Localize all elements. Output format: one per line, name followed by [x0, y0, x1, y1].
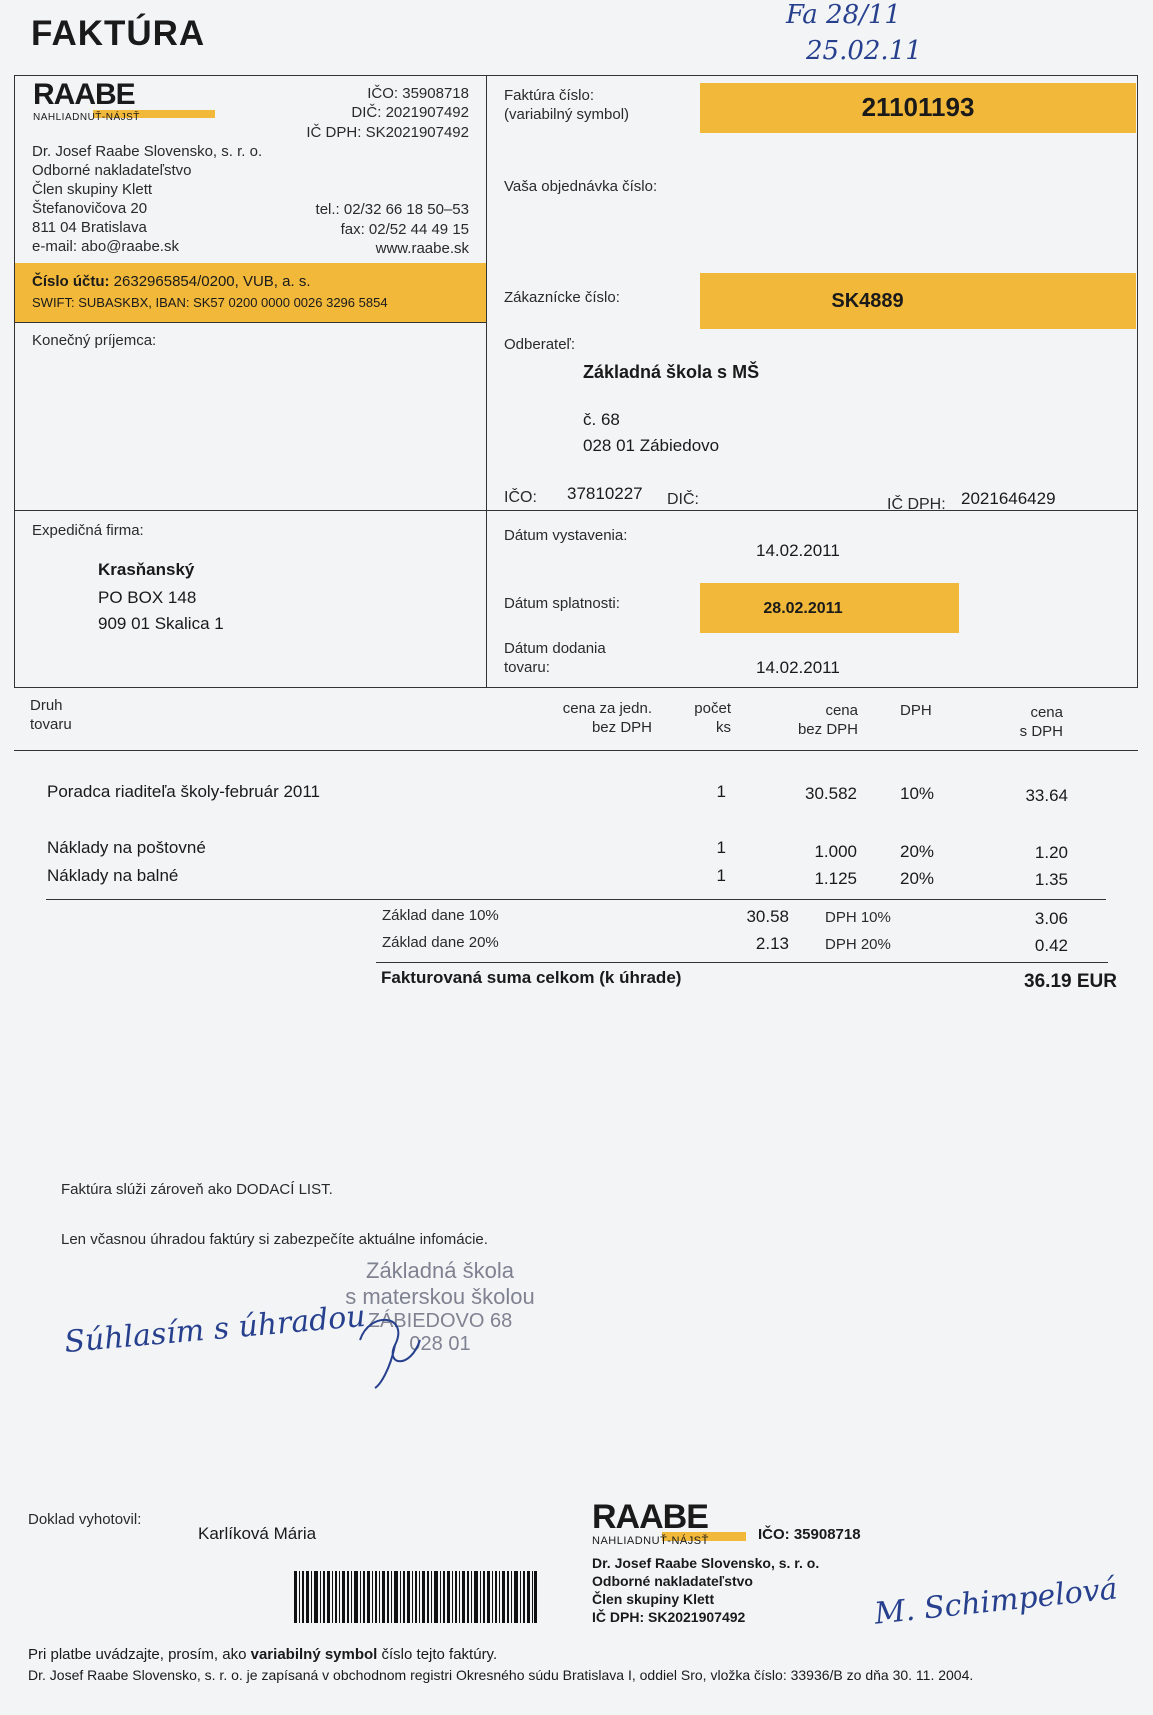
- supplier-line2: Odborné nakladateľstvo: [32, 162, 192, 179]
- buyer-icdph-label: IČ DPH:: [887, 496, 946, 513]
- row-vat: 20%: [900, 869, 935, 888]
- row-item-name: Náklady na poštovné: [47, 838, 206, 857]
- bank-swift: SWIFT: SUBASKBX, IBAN: SK57 0200 0000 0026 3296 5854: [32, 295, 388, 310]
- invoice-number-label-sub: (variabilný symbol): [504, 106, 630, 123]
- frame-middle: [486, 75, 487, 687]
- table-header-divider: [14, 750, 1138, 751]
- due-date: 28.02.2011: [763, 600, 843, 617]
- divider-row-2: [14, 510, 1138, 511]
- handwritten-date: 25.02.11: [806, 36, 922, 66]
- frame-left: [14, 75, 15, 687]
- tax-base-10-label: Základ dane 10%: [382, 907, 499, 924]
- supplier-city: 811 04 Bratislava: [32, 219, 147, 236]
- handwritten-invoice-ref: Fa 28/11: [786, 0, 901, 30]
- col-unit-price-header-sub: bez DPH: [591, 719, 652, 736]
- stamp-line-1: Základná škola: [366, 1258, 514, 1283]
- total-amount: 36.19 EUR: [1024, 971, 1117, 992]
- row-vat: 20%: [900, 842, 935, 861]
- buyer-name: Základná škola s MŠ: [583, 362, 760, 382]
- footer-payment-instruction: [28, 1646, 497, 1663]
- col-item-header: Druh: [30, 697, 63, 714]
- issue-date-label: Dátum vystavenia:: [504, 527, 628, 544]
- totals-line: [376, 962, 1108, 963]
- footer-line1-pre: Pri platbe uvádzajte, prosím, ako: [28, 1646, 247, 1663]
- total-label: Fakturovaná suma celkom (k úhrade): [381, 968, 682, 987]
- col-qty-header: počet: [694, 700, 731, 717]
- shipping-line3: 909 01 Skalica 1: [98, 614, 224, 633]
- bank-bar: [15, 263, 486, 322]
- supplier-email: e-mail: abo@raabe.sk: [32, 238, 179, 255]
- due-date-label: Dátum splatnosti:: [504, 595, 620, 612]
- col-net-header: cena: [825, 702, 858, 719]
- handwritten-initials: [350, 1300, 440, 1390]
- buyer-ico-label: IČO:: [504, 489, 537, 506]
- table-row: [0, 866, 1153, 890]
- row-vat: 10%: [900, 784, 935, 803]
- stamp-line-2: s materskou školou: [345, 1284, 535, 1309]
- row-qty: 1: [716, 866, 726, 885]
- buyer-street: č. 68: [583, 410, 620, 429]
- supplier-dic: DIČ: 2021907492: [351, 104, 469, 121]
- row-net: 30.582: [805, 784, 857, 803]
- buyer-label: Odberateľ:: [504, 336, 576, 353]
- supplier-tel: tel.: 02/32 66 18 50–53: [315, 201, 469, 218]
- vat-20-label: DPH 20%: [825, 936, 891, 953]
- shipping-line2: PO BOX 148: [98, 588, 197, 607]
- footer-registry: Dr. Josef Raabe Slovensko, s. r. o. je zapísaná v obchodnom registri Okresného súdu Bratislava I, oddiel Sro, vložka číslo: 33936/B zo dňa 30. 11. 2004.: [28, 1667, 974, 1683]
- supplier-icdph: IČ DPH: SK2021907492: [306, 124, 469, 141]
- payment-note: Len včasnou úhradou faktúry si zabezpečíte aktuálne infomácie.: [61, 1231, 488, 1248]
- issued-by-name: Karlíková Mária: [198, 1524, 317, 1543]
- vat-10-label: DPH 10%: [825, 909, 891, 926]
- footer-logo-tagline: NAHLIADNUŤ-NÁJSŤ: [592, 1535, 709, 1547]
- frame-right: [1137, 75, 1138, 687]
- footer-line1-bold: variabilný symbol: [250, 1646, 378, 1663]
- buyer-ico: 37810227: [567, 484, 643, 503]
- stamp-line-4: 028 01: [409, 1333, 471, 1355]
- col-gross-header: cena: [1030, 704, 1063, 721]
- handwritten-signature: M. Schimpelová: [872, 1571, 1120, 1632]
- raabe-logo: [33, 78, 183, 123]
- tax-base-20-label: Základ dane 20%: [382, 934, 499, 951]
- row-net: 1.000: [814, 842, 857, 861]
- supplier-fax: fax: 02/52 44 49 15: [340, 221, 469, 238]
- customer-number: SK4889: [831, 290, 904, 312]
- delivery-note: Faktúra slúži zároveň ako DODACÍ LIST.: [61, 1181, 333, 1198]
- frame-top: [14, 75, 1138, 76]
- footer-ico: IČO: 35908718: [758, 1526, 861, 1543]
- final-recipient-label: Konečný príjemca:: [32, 332, 157, 349]
- supplier-street: Štefanovičova 20: [32, 200, 148, 217]
- row-qty: 1: [716, 782, 726, 801]
- shipping-label: Expedičná firma:: [32, 522, 144, 539]
- issued-by-label: Doklad vyhotovil:: [28, 1511, 142, 1528]
- barcode: [294, 1571, 537, 1623]
- invoice-number-label: Faktúra číslo:: [504, 87, 595, 104]
- buyer-city: 028 01 Zábiedovo: [583, 436, 720, 455]
- col-qty-header-sub: ks: [716, 719, 731, 736]
- supplier-web: www.raabe.sk: [375, 240, 469, 257]
- row-gross: 1.20: [1034, 843, 1068, 862]
- customer-number-label: Zákaznícke číslo:: [504, 289, 620, 306]
- issue-date: 14.02.2011: [756, 541, 840, 560]
- items-bottom-line: [46, 899, 1106, 900]
- bank-account-value: 2632965854/0200, VUB, a. s.: [113, 273, 311, 290]
- col-gross-header-sub: s DPH: [1019, 723, 1063, 740]
- supplier-ico: IČO: 35908718: [367, 85, 469, 102]
- supplier-name: Dr. Josef Raabe Slovensko, s. r. o.: [32, 143, 263, 160]
- delivery-date-label: Dátum dodania: [504, 640, 606, 657]
- row-net: 1.125: [814, 869, 857, 888]
- divider-row-3: [14, 687, 1138, 688]
- divider-left-1: [14, 322, 486, 323]
- row-gross: 33.64: [1025, 786, 1068, 805]
- footer-company-line2: Odborné nakladateľstvo: [592, 1573, 753, 1589]
- bank-account-label: Číslo účtu:: [32, 273, 110, 290]
- delivery-date-label-sub: tovaru:: [504, 659, 550, 676]
- vat-20: 0.42: [1034, 936, 1068, 955]
- delivery-date: 14.02.2011: [756, 658, 840, 677]
- shipping-name: Krasňanský: [98, 560, 195, 579]
- row-item-name: Náklady na balné: [47, 866, 179, 885]
- stamp-line-3: ZÁBIEDOVO 68: [367, 1310, 513, 1332]
- footer-company-line3: Člen skupiny Klett: [592, 1591, 715, 1607]
- table-row: [0, 782, 1153, 806]
- row-qty: 1: [716, 838, 726, 857]
- col-unit-price-header: cena za jedn.: [562, 700, 652, 717]
- col-vat-header: DPH: [900, 702, 932, 719]
- vat-10: 3.06: [1034, 909, 1068, 928]
- logo-tagline: NAHLIADNUŤ-NÁJSŤ: [33, 112, 140, 123]
- col-net-header-sub: bez DPH: [797, 721, 858, 738]
- document-title: FAKTÚRA: [31, 14, 206, 53]
- row-item-name: Poradca riaditeľa školy-február 2011: [47, 782, 321, 801]
- footer-company-icdph: IČ DPH: SK2021907492: [592, 1609, 746, 1625]
- tax-base-10: 30.58: [746, 907, 789, 926]
- footer-raabe-logo: [592, 1498, 752, 1550]
- table-row: [0, 838, 1153, 862]
- buyer-icdph: 2021646429: [961, 489, 1056, 508]
- footer-logo-text: RAABE: [592, 1498, 708, 1536]
- buyer-dic-label: DIČ:: [667, 491, 699, 508]
- tax-base-20: 2.13: [755, 934, 789, 953]
- bank-account: [32, 273, 311, 290]
- order-number-label: Vaša objednávka číslo:: [504, 178, 658, 195]
- invoice-number: 21101193: [861, 92, 975, 122]
- handwritten-approval: Súhlasím s úhradou: [63, 1298, 367, 1361]
- footer-company-name: Dr. Josef Raabe Slovensko, s. r. o.: [592, 1555, 820, 1571]
- logo-text: RAABE: [33, 78, 135, 111]
- footer-line1-post: číslo tejto faktúry.: [381, 1646, 498, 1663]
- row-gross: 1.35: [1034, 870, 1068, 889]
- col-item-header-sub: tovaru: [30, 716, 72, 733]
- supplier-line3: Člen skupiny Klett: [32, 181, 153, 198]
